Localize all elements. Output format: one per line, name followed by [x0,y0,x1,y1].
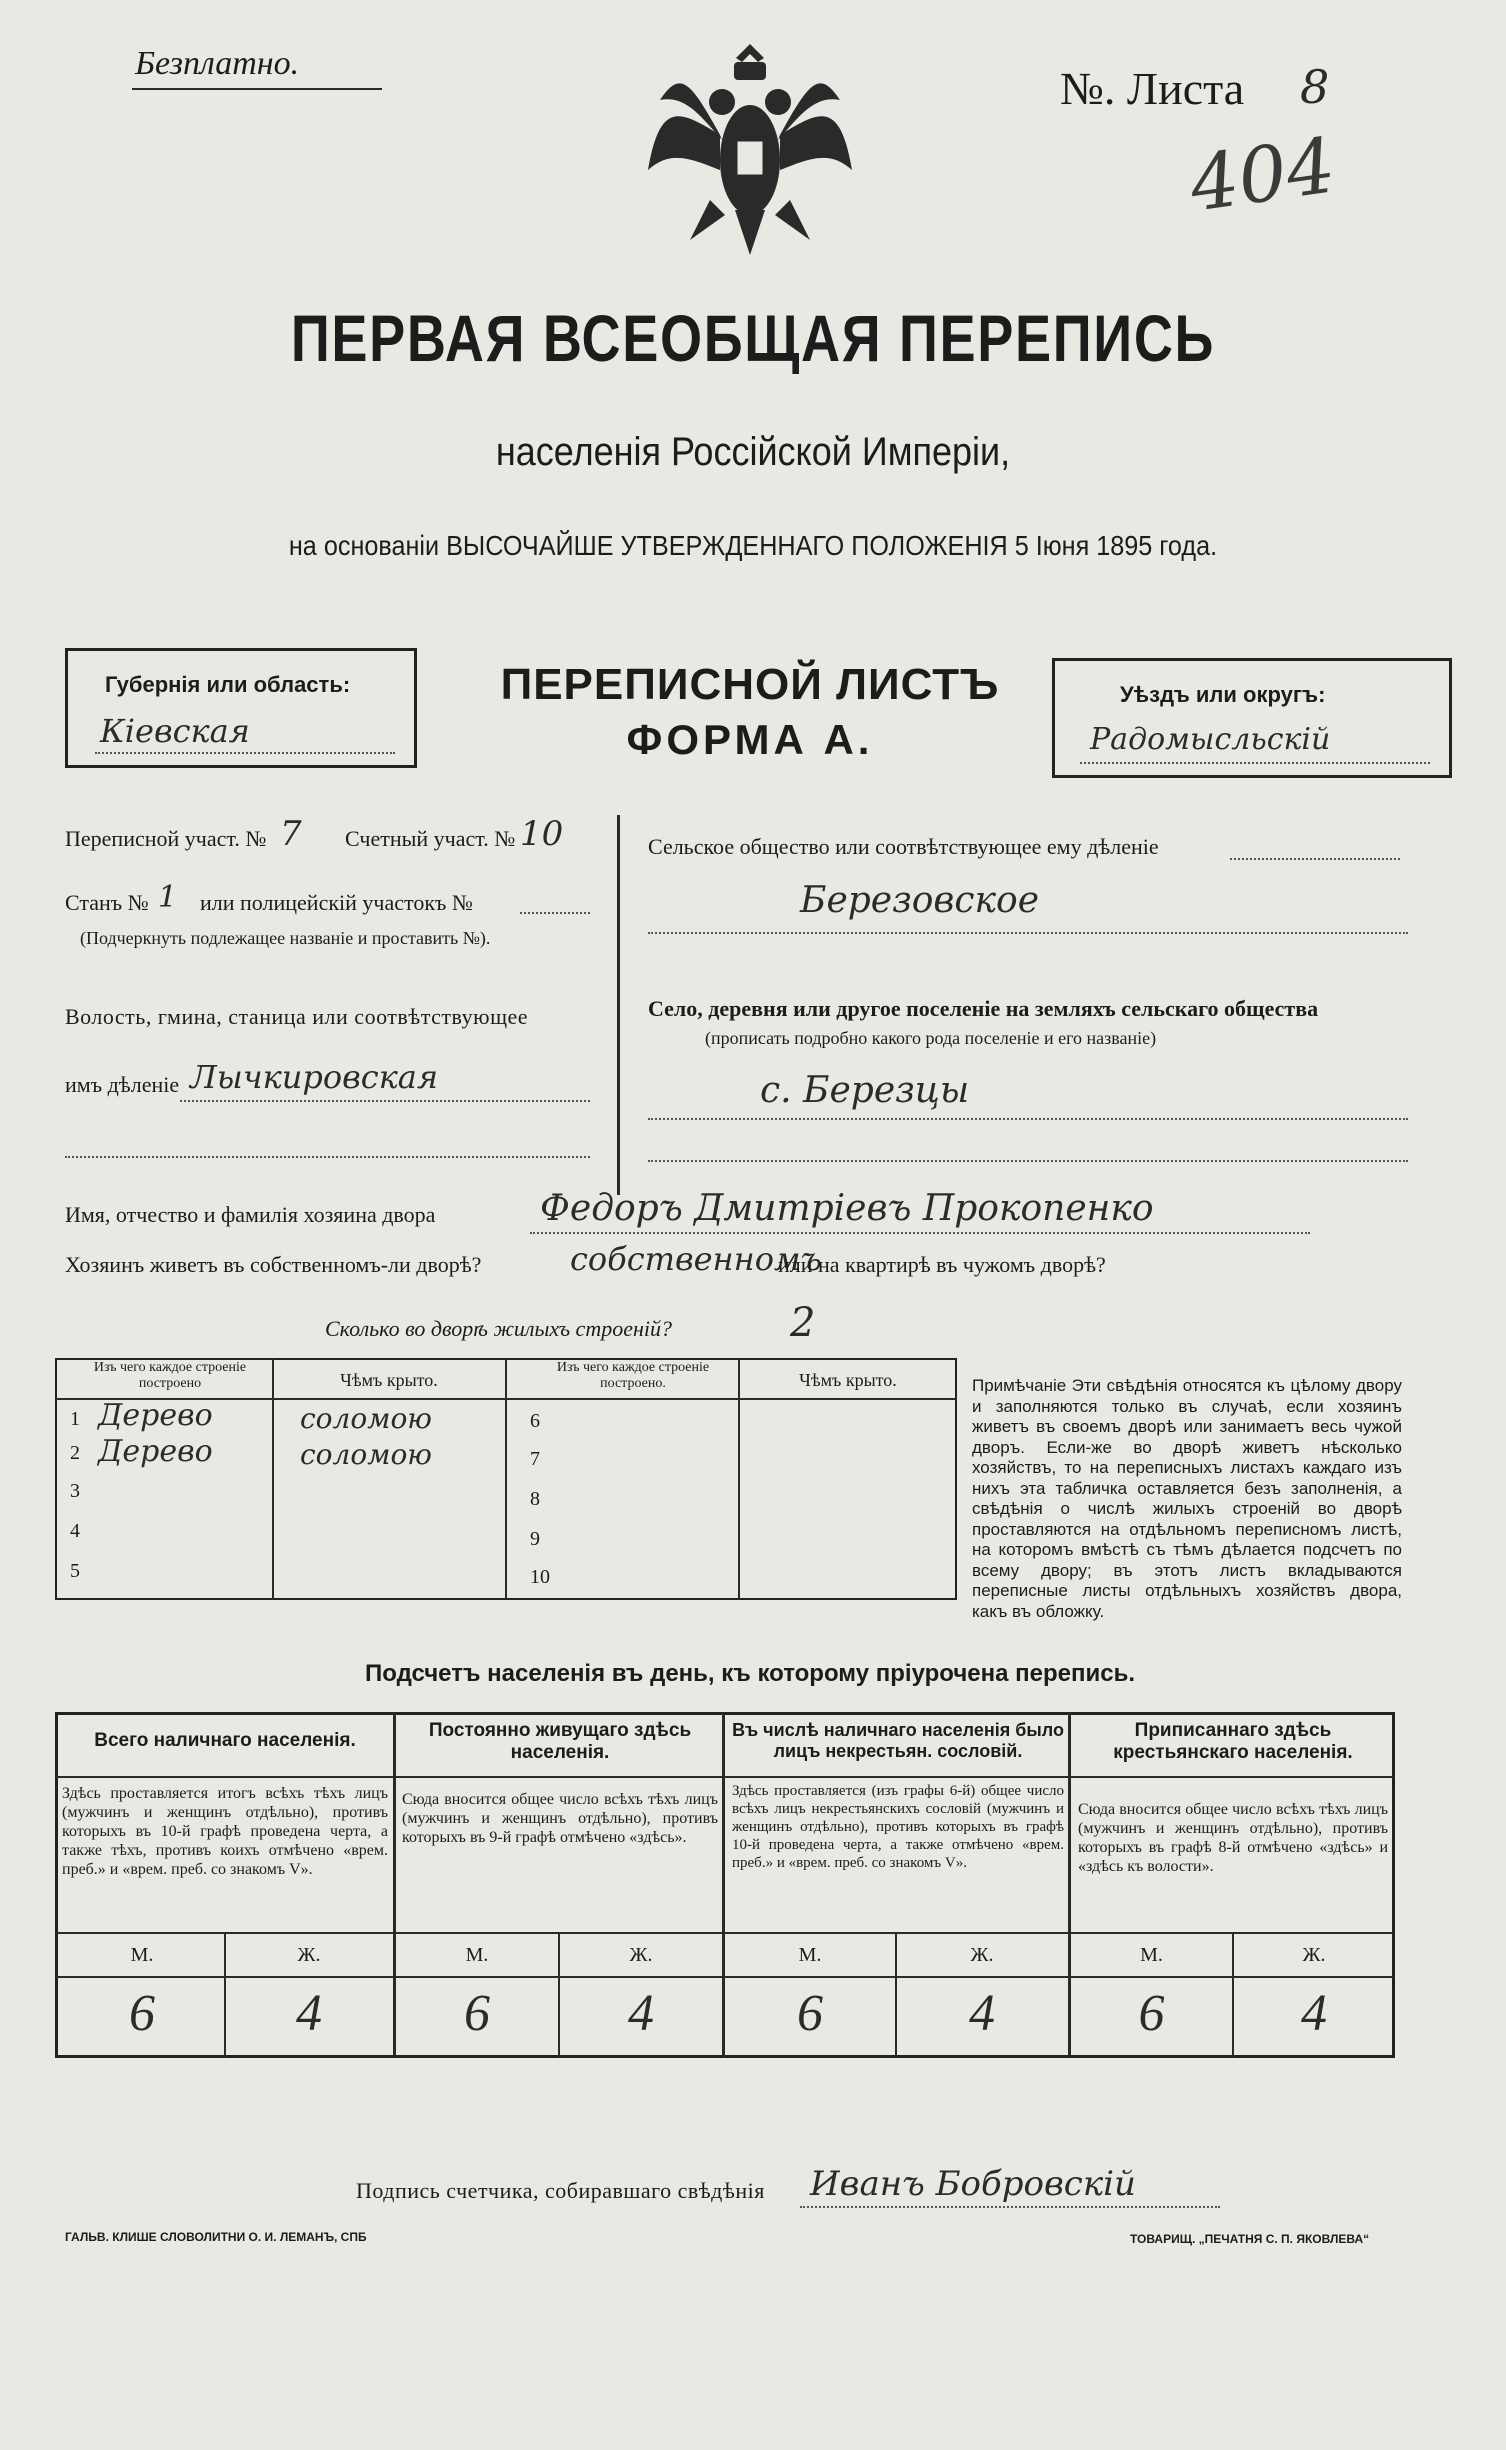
police-dotline [520,912,590,914]
volost-dotline-2 [65,1156,590,1158]
pop-group-2-f-label: Ж. [629,1944,653,1966]
bld-row-2-roof: соломою [300,1438,432,1471]
volost-label: Волость, гмина, станица или соотвѣтствующее [65,1004,529,1029]
bld-row-7-n: 7 [530,1448,540,1470]
buildings-col-rule-3 [738,1358,740,1600]
pop-mf-rule [55,1976,1395,1978]
village-note: (прописать подробно какого рода поселеніе и его названіе) [705,1028,1157,1048]
buildings-col-material: Изъ чего каждое строеніе построено [93,1360,247,1391]
police-label: или полицейскій участокъ № [200,890,473,915]
pop-group-3-header: Въ числѣ наличнаго населенія было лицъ некрестьян. сословій. [732,1720,1064,1761]
society-value: Березовское [800,880,1040,921]
uyezd-value: Радомысльскій [1090,722,1331,757]
pop-group-1-header: Всего наличнаго населенія. [94,1730,356,1751]
signature-label: Подпись счетчика, собиравшаго свѣдѣнія [356,2178,765,2203]
pop-group-2-header: Постоянно живущаго здѣсь населенія. [428,1720,692,1763]
form-subtitle: населенія Россійской Имперіи, [495,430,1011,474]
village-value: с. Березцы [760,1070,970,1111]
uyezd-dotline [1080,762,1430,764]
pop-group-1-f: 4 [296,1985,322,2042]
counting-district-value: 10 [520,814,564,854]
bld-row-1-n: 1 [70,1408,80,1430]
pop-group-2-m: 6 [464,1985,490,2042]
pop-group-3-m: 6 [797,1985,823,2042]
pop-group-4-header: Приписаннаго здѣсь крестьянскаго населенія. [1113,1720,1353,1763]
pop-group-4-m: 6 [1138,1985,1165,2042]
pop-group-4-f: 4 [1301,1985,1327,2042]
sheet-label: №. Листа [1060,63,1245,114]
owner-own-label: Хозяинъ живетъ въ собственномъ-ли дворѣ? [65,1252,482,1277]
bld-row-1-roof: соломою [300,1402,432,1435]
province-dotline [95,752,395,754]
bld-row-9-n: 9 [530,1528,540,1550]
census-district-value: 7 [280,814,302,854]
bld-row-2-n: 2 [70,1442,80,1464]
pop-group-1-m-label: М. [130,1944,154,1966]
pop-desc-rule [55,1932,1395,1934]
pop-group-4-m-label: М. [1140,1944,1163,1966]
signature-dotline [800,2206,1220,2208]
pop-group-4-desc: Сюда вносится общее число всѣхъ тѣхъ лицъ (мужчинъ и женщинъ отдѣльно), противъ которыхъ въ графѣ 8-й отмѣчено «здѣсь» и «здѣсь къ волости». [1078,1801,1388,1875]
census-district-label: Переписной участ. № [65,826,267,851]
province-label: Губернія или область: [105,672,351,697]
owner-name-dotline [530,1232,1310,1234]
corner-number: 404 [1184,120,1341,229]
village-label: Село, деревня или другое поселеніе на земляхъ сельскаго общества [648,996,1319,1021]
volost-value: Лычкировская [190,1058,439,1096]
stan-label: Станъ № [65,890,149,915]
buildings-remark: Примѣчаніе Эти свѣдѣнія относятся къ цѣлому двору и заполняются только въ случаѣ, если хозяинъ живетъ въ своемъ дворѣ или занимаетъ весь чужой дворъ. Если-же во дворѣ живетъ нѣсколько хозяйствъ, то на переписныхъ листахъ каждаго изъ нихъ эта табличка оставляется безъ заполненія, а свѣдѣнія о числѣ жилыхъ строеній во дворѣ проставляются на отдѣльномъ переписномъ листѣ, на которомъ вмѣстѣ съ тѣмъ дѣлается подсчетъ по всему двору; въ этотъ листъ вкладываются переписные листы отдѣльныхъ хозяйствъ двора, какъ въ обложку. [972,1376,1402,1621]
buildings-col-roof: Чѣмъ крыто. [340,1370,438,1390]
pop-group-2-m-label: М. [465,1944,489,1966]
province-value: Кіевская [100,712,250,750]
imprint-left: ГАЛЬВ. КЛИШЕ СЛОВОЛИТНИ О. И. ЛЕМАНЪ, СПБ [65,2230,367,2244]
pop-group-3-desc: Здѣсь проставляется (изъ графы 6-й) общее число всѣхъ лицъ некрестьянскихъ сословій (мужчинъ и женщинъ отдѣльно), противъ которыхъ въ графѣ 10-й проведена черта, а также отмѣчено «врем. преб.» и «врем. преб. со знакомъ V». [732,1783,1064,1871]
owner-own-value: собственномъ [570,1240,822,1278]
bld-row-1-material: Дерево [98,1398,213,1433]
society-dotline-1 [1230,858,1400,860]
buildings-col-rule-1 [272,1358,274,1600]
bld-row-2-material: Дерево [98,1434,213,1469]
bld-row-5-n: 5 [70,1560,80,1582]
signature-value: Иванъ Бобровскій [810,2164,1136,2204]
province-box [65,648,417,768]
uyezd-label: Уѣздъ или округъ: [1120,682,1326,707]
form-main-title: ПЕРВАЯ ВСЕОБЩАЯ ПЕРЕПИСЬ [290,301,1216,375]
buildings-value: 2 [790,1300,816,1346]
form-basis-line: на основаніи ВЫСОЧАЙШЕ УТВЕРЖДЕННАГО ПОЛОЖЕНІЯ 5 Іюня 1895 года. [288,530,1218,561]
pop-group-1-f-label: Ж. [297,1944,321,1966]
uyezd-box [1052,658,1452,778]
buildings-col-rule-2 [505,1358,507,1600]
counting-district-label: Счетный участ. № [345,826,516,851]
sheet-form-title-1: ПЕРЕПИСНОЙ ЛИСТЪ [500,660,1000,709]
free-underline [132,88,382,90]
population-title: Подсчетъ населенія въ день, къ которому пріурочена перепись. [365,1660,1135,1687]
owner-name-label: Имя, отчество и фамилія хозяина двора [65,1202,436,1227]
sheet-number: 8 [1300,60,1330,114]
stan-value: 1 [158,880,178,915]
owner-rent-label: или на квартирѣ въ чужомъ дворѣ? [778,1252,1106,1277]
pop-group-3-f: 4 [969,1985,995,2042]
volost-label-2: имъ дѣленіе [65,1072,180,1097]
pop-group-2-f: 4 [628,1985,654,2042]
imprint-right: ТОВАРИЩ. „ПЕЧАТНЯ С. П. ЯКОВЛЕВА“ [1130,2232,1370,2246]
pop-group-3-m-label: М. [798,1944,822,1966]
society-dotline-2 [648,932,1408,934]
pop-group-1-desc: Здѣсь проставляется итогъ всѣхъ тѣхъ лицъ (мужчинъ и женщинъ отдѣльно), противъ которыхъ въ 10-й графѣ проведена черта, а также тѣхъ, противъ коихъ отмѣчено «врем. преб.» и «врем. преб. со знакомъ V». [62,1785,388,1878]
village-dotline-2 [648,1160,1408,1162]
pop-group-3-f-label: Ж. [970,1944,994,1966]
bld-row-6-n: 6 [530,1410,540,1432]
free-label: Безплатно. [135,45,300,82]
buildings-col-roof-right: Чѣмъ крыто. [799,1370,897,1390]
buildings-label: Сколько во дворѣ жилыхъ строеній? [325,1316,672,1341]
buildings-col-material-right: Изъ чего каждое строеніе построено. [556,1360,710,1391]
pop-header-rule [55,1776,1395,1778]
bld-row-3-n: 3 [70,1480,80,1502]
owner-name-value: Федоръ Дмитріевъ Прокопенко [540,1188,1154,1229]
bld-row-4-n: 4 [70,1520,80,1542]
village-dotline-1 [648,1118,1408,1120]
volost-dotline [180,1100,590,1102]
society-label: Сельское общество или соотвѣтствующее ему дѣленіе [648,834,1159,859]
pop-group-4-f-label: Ж. [1302,1944,1326,1966]
fields-column-divider [617,815,620,1195]
pop-group-1-m: 6 [129,1985,155,2042]
imperial-eagle-emblem [640,40,860,270]
stan-note: (Подчеркнуть подлежащее названіе и проставить №). [80,928,491,948]
pop-group-2-desc: Сюда вносится общее число всѣхъ тѣхъ лицъ (мужчинъ и женщинъ отдѣльно), противъ которыхъ въ 9-й графѣ отмѣчено «здѣсь». [402,1791,718,1846]
sheet-form-title-2: ФОРМА А. [626,716,874,763]
bld-row-10-n: 10 [530,1566,550,1588]
bld-row-8-n: 8 [530,1488,540,1510]
